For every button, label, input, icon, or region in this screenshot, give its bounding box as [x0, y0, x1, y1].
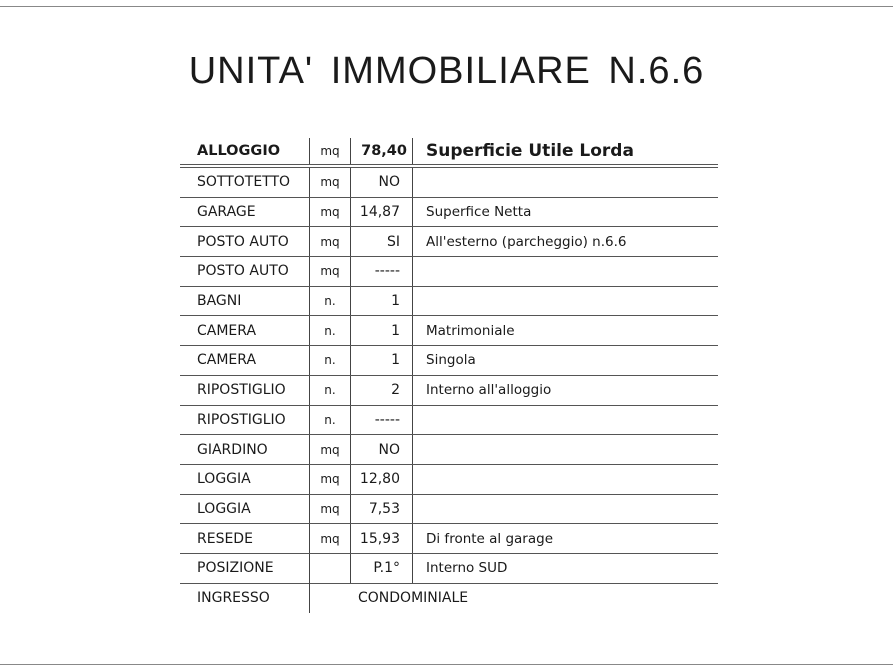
row-note — [413, 406, 718, 435]
row-value: 14,87 — [351, 198, 413, 227]
row-value: ----- — [351, 257, 413, 286]
table-row — [180, 495, 718, 525]
row-label: CAMERA — [180, 346, 310, 375]
header-unit: mq — [310, 138, 351, 164]
table-row — [180, 198, 718, 228]
row-note: All'esterno (parcheggio) n.6.6 — [426, 233, 627, 250]
top-border — [0, 6, 893, 7]
row-label: LOGGIA — [180, 495, 310, 524]
row-unit: n. — [310, 316, 351, 345]
table-row — [180, 346, 718, 376]
row-note: Singola — [426, 352, 476, 369]
row-label: GARAGE — [180, 198, 310, 227]
row-value: NO — [351, 435, 413, 464]
row-value: 12,80 — [351, 465, 413, 494]
header-value: 78,40 — [351, 138, 413, 164]
row-note: Di fronte al garage — [426, 530, 554, 547]
row-value: 15,93 — [351, 524, 413, 553]
table-row — [180, 287, 718, 317]
row-value: NO — [351, 168, 413, 197]
table-row — [180, 435, 718, 465]
row-value: 1 — [351, 316, 413, 345]
row-note — [413, 435, 718, 464]
row-label: CAMERA — [180, 316, 310, 345]
footer-value: CONDOMINIALE — [358, 590, 469, 607]
row-unit: n. — [310, 346, 351, 375]
row-value: ----- — [351, 406, 413, 435]
row-label: RESEDE — [180, 524, 310, 553]
row-note — [413, 495, 718, 524]
row-unit: n. — [310, 376, 351, 405]
row-label: SOTTOTETTO — [180, 168, 310, 197]
row-label: POSIZIONE — [180, 554, 310, 583]
table-row — [180, 465, 718, 495]
row-label: BAGNI — [180, 287, 310, 316]
row-note: Matrimoniale — [426, 322, 515, 339]
row-unit: mq — [310, 227, 351, 256]
row-value: 1 — [351, 287, 413, 316]
row-note — [413, 257, 718, 286]
table-row — [180, 554, 718, 584]
row-unit: mq — [310, 465, 351, 494]
row-note — [413, 287, 718, 316]
row-note: Superfice Netta — [426, 204, 532, 221]
row-label: POSTO AUTO — [180, 257, 310, 286]
footer-label: INGRESSO — [180, 583, 310, 613]
table-row-ingresso — [180, 584, 718, 614]
row-unit — [310, 554, 351, 583]
row-label: GIARDINO — [180, 435, 310, 464]
property-table — [180, 138, 718, 613]
bottom-border — [0, 664, 893, 665]
row-unit: mq — [310, 524, 351, 553]
row-value: P.1° — [351, 554, 413, 583]
row-label: RIPOSTIGLIO — [180, 376, 310, 405]
row-label: LOGGIA — [180, 465, 310, 494]
table-row — [180, 227, 718, 257]
row-value: SI — [351, 227, 413, 256]
row-note — [413, 168, 718, 197]
row-value: 7,53 — [351, 495, 413, 524]
table-row — [180, 257, 718, 287]
table-row — [180, 406, 718, 436]
row-note — [413, 465, 718, 494]
table-row — [180, 316, 718, 346]
row-note: Interno SUD — [426, 560, 508, 577]
row-label: POSTO AUTO — [180, 227, 310, 256]
row-value: 2 — [351, 376, 413, 405]
row-note: Interno all'alloggio — [426, 382, 552, 399]
page-title: UNITA' IMMOBILIARE N.6.6 — [188, 50, 705, 92]
row-unit: mq — [310, 257, 351, 286]
row-unit: n. — [310, 287, 351, 316]
row-label: RIPOSTIGLIO — [180, 406, 310, 435]
header-label: ALLOGGIO — [180, 138, 310, 164]
table-header-row — [180, 138, 718, 168]
table-row — [180, 376, 718, 406]
table-row — [180, 168, 718, 198]
row-unit: mq — [310, 168, 351, 197]
row-unit: mq — [310, 435, 351, 464]
row-value: 1 — [351, 346, 413, 375]
row-unit: n. — [310, 406, 351, 435]
row-unit: mq — [310, 198, 351, 227]
header-note: Superficie Utile Lorda — [426, 141, 634, 161]
table-row — [180, 524, 718, 554]
row-unit: mq — [310, 495, 351, 524]
